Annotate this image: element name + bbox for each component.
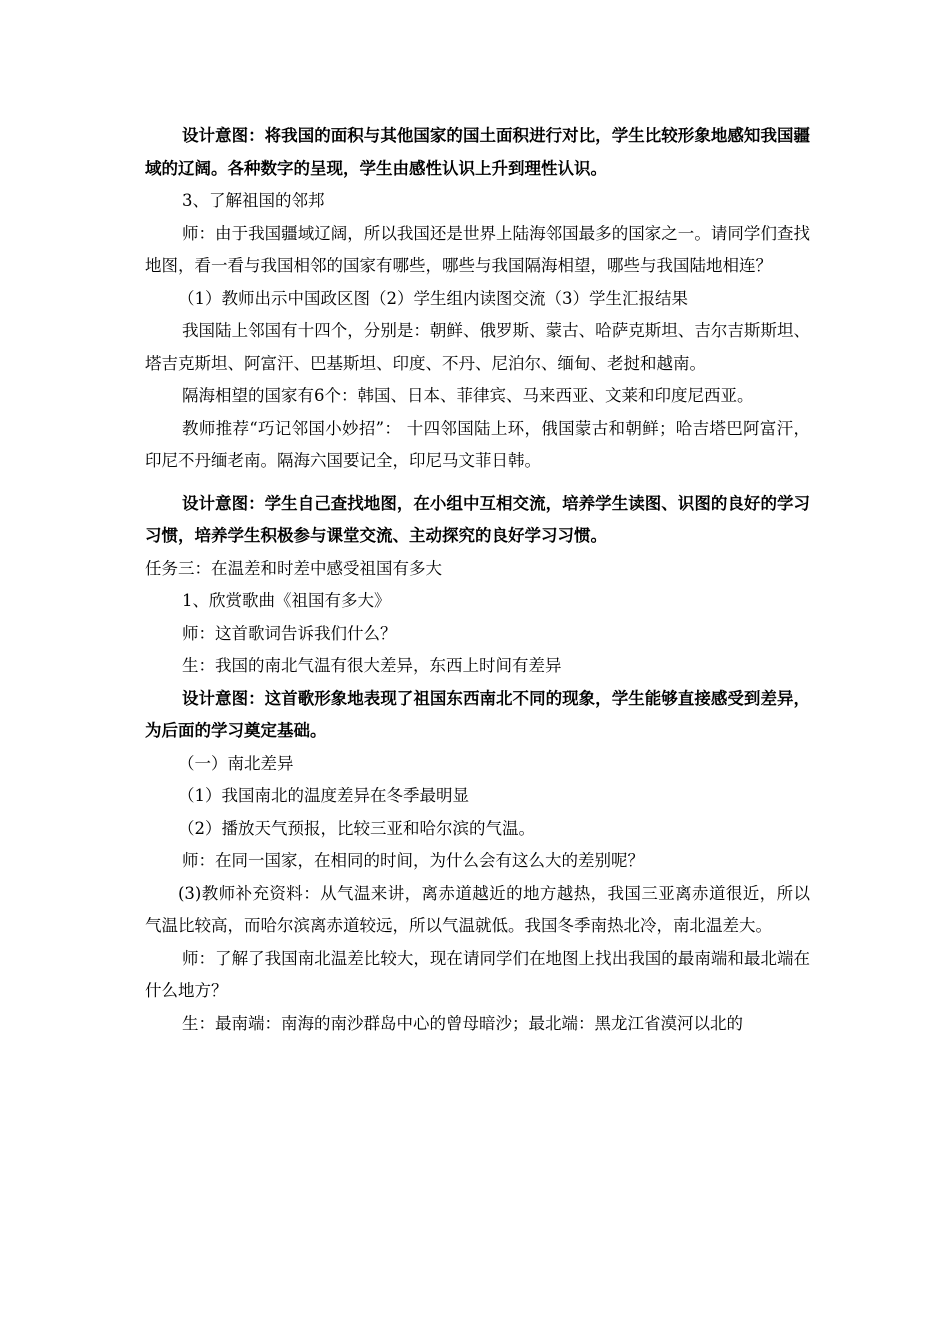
steps-paragraph: （1）教师出示中国政区图（2）学生组内读图交流（3）学生汇报结果 (178, 288, 688, 308)
supplement-paragraph: (3)教师补充资料：从气温来讲，离赤道越近的地方越热，我国三亚离赤道很近，所以气温比较高，而哈尔滨离赤道较远，所以气温就低。我国冬季南热北冷，南北温差大。 (145, 883, 810, 935)
step-paragraph: （2）播放天气预报，比较三亚和哈尔滨的气温。 (178, 818, 535, 838)
student-paragraph: 生：最南端：南海的南沙群岛中心的曾母暗沙；最北端：黑龙江省漠河以北的 (182, 1013, 743, 1033)
subsection-heading: （一）南北差异 (178, 753, 294, 773)
section-heading: 3、了解祖国的邻邦 (182, 191, 325, 210)
design-intent-paragraph: 设计意图：这首歌形象地表现了祖国东西南北不同的现象，学生能够直接感受到差异，为后面的学习奠定基础。 (145, 688, 810, 740)
task-heading: 任务三：在温差和时差中感受祖国有多大 (145, 558, 442, 578)
teacher-paragraph: 师：了解了我国南北温差比较大，现在请同学们在地图上找出我国的最南端和最北端在什么地方？ (145, 948, 810, 1000)
sea-neighbors-paragraph: 隔海相望的国家有6个：韩国、日本、菲律宾、马来西亚、文莱和印度尼西亚。 (182, 386, 754, 405)
student-paragraph: 生：我国的南北气温有很大差异，东西上时间有差异 (182, 656, 562, 675)
teacher-paragraph: 师：这首歌词告诉我们什么？ (182, 623, 397, 643)
land-neighbors-paragraph: 我国陆上邻国有十四个，分别是：朝鲜、俄罗斯、蒙古、哈萨克斯坦、吉尔吉斯斯坦、塔吉克斯坦、阿富汗、巴基斯坦、印度、不丹、尼泊尔、缅甸、老挝和越南。 (145, 321, 810, 373)
teacher-paragraph: 师：由于我国疆域辽阔，所以我国还是世界上陆海邻国最多的国家之一。请同学们查找地图，看一看与我国相邻的国家有哪些，哪些与我国隔海相望，哪些与我国陆地相连？ (145, 223, 810, 275)
teacher-paragraph: 师：在同一国家，在相同的时间，为什么会有这么大的差别呢？ (182, 851, 644, 870)
document-page (145, 120, 810, 1040)
design-intent-paragraph: 设计意图：将我国的面积与其他国家的国土面积进行对比，学生比较形象地感知我国疆域的辽阔。各种数字的呈现，学生由感性认识上升到理性认识。 (145, 126, 810, 178)
mnemonic-paragraph: 教师推荐“巧记邻国小妙招”： 十四邻国陆上环，俄国蒙古和朝鲜；哈吉塔巴阿富汗，印尼不丹缅老南。隔海六国要记全，印尼马文菲日韩。 (145, 418, 810, 470)
section-heading: 1、欣赏歌曲《祖国有多大》 (182, 591, 391, 610)
step-paragraph: （1）我国南北的温度差异在冬季最明显 (178, 786, 469, 805)
design-intent-paragraph: 设计意图：学生自己查找地图，在小组中互相交流，培养学生读图、识图的良好的学习习惯，培养学生积极参与课堂交流、主动探究的良好学习习惯。 (145, 493, 810, 545)
